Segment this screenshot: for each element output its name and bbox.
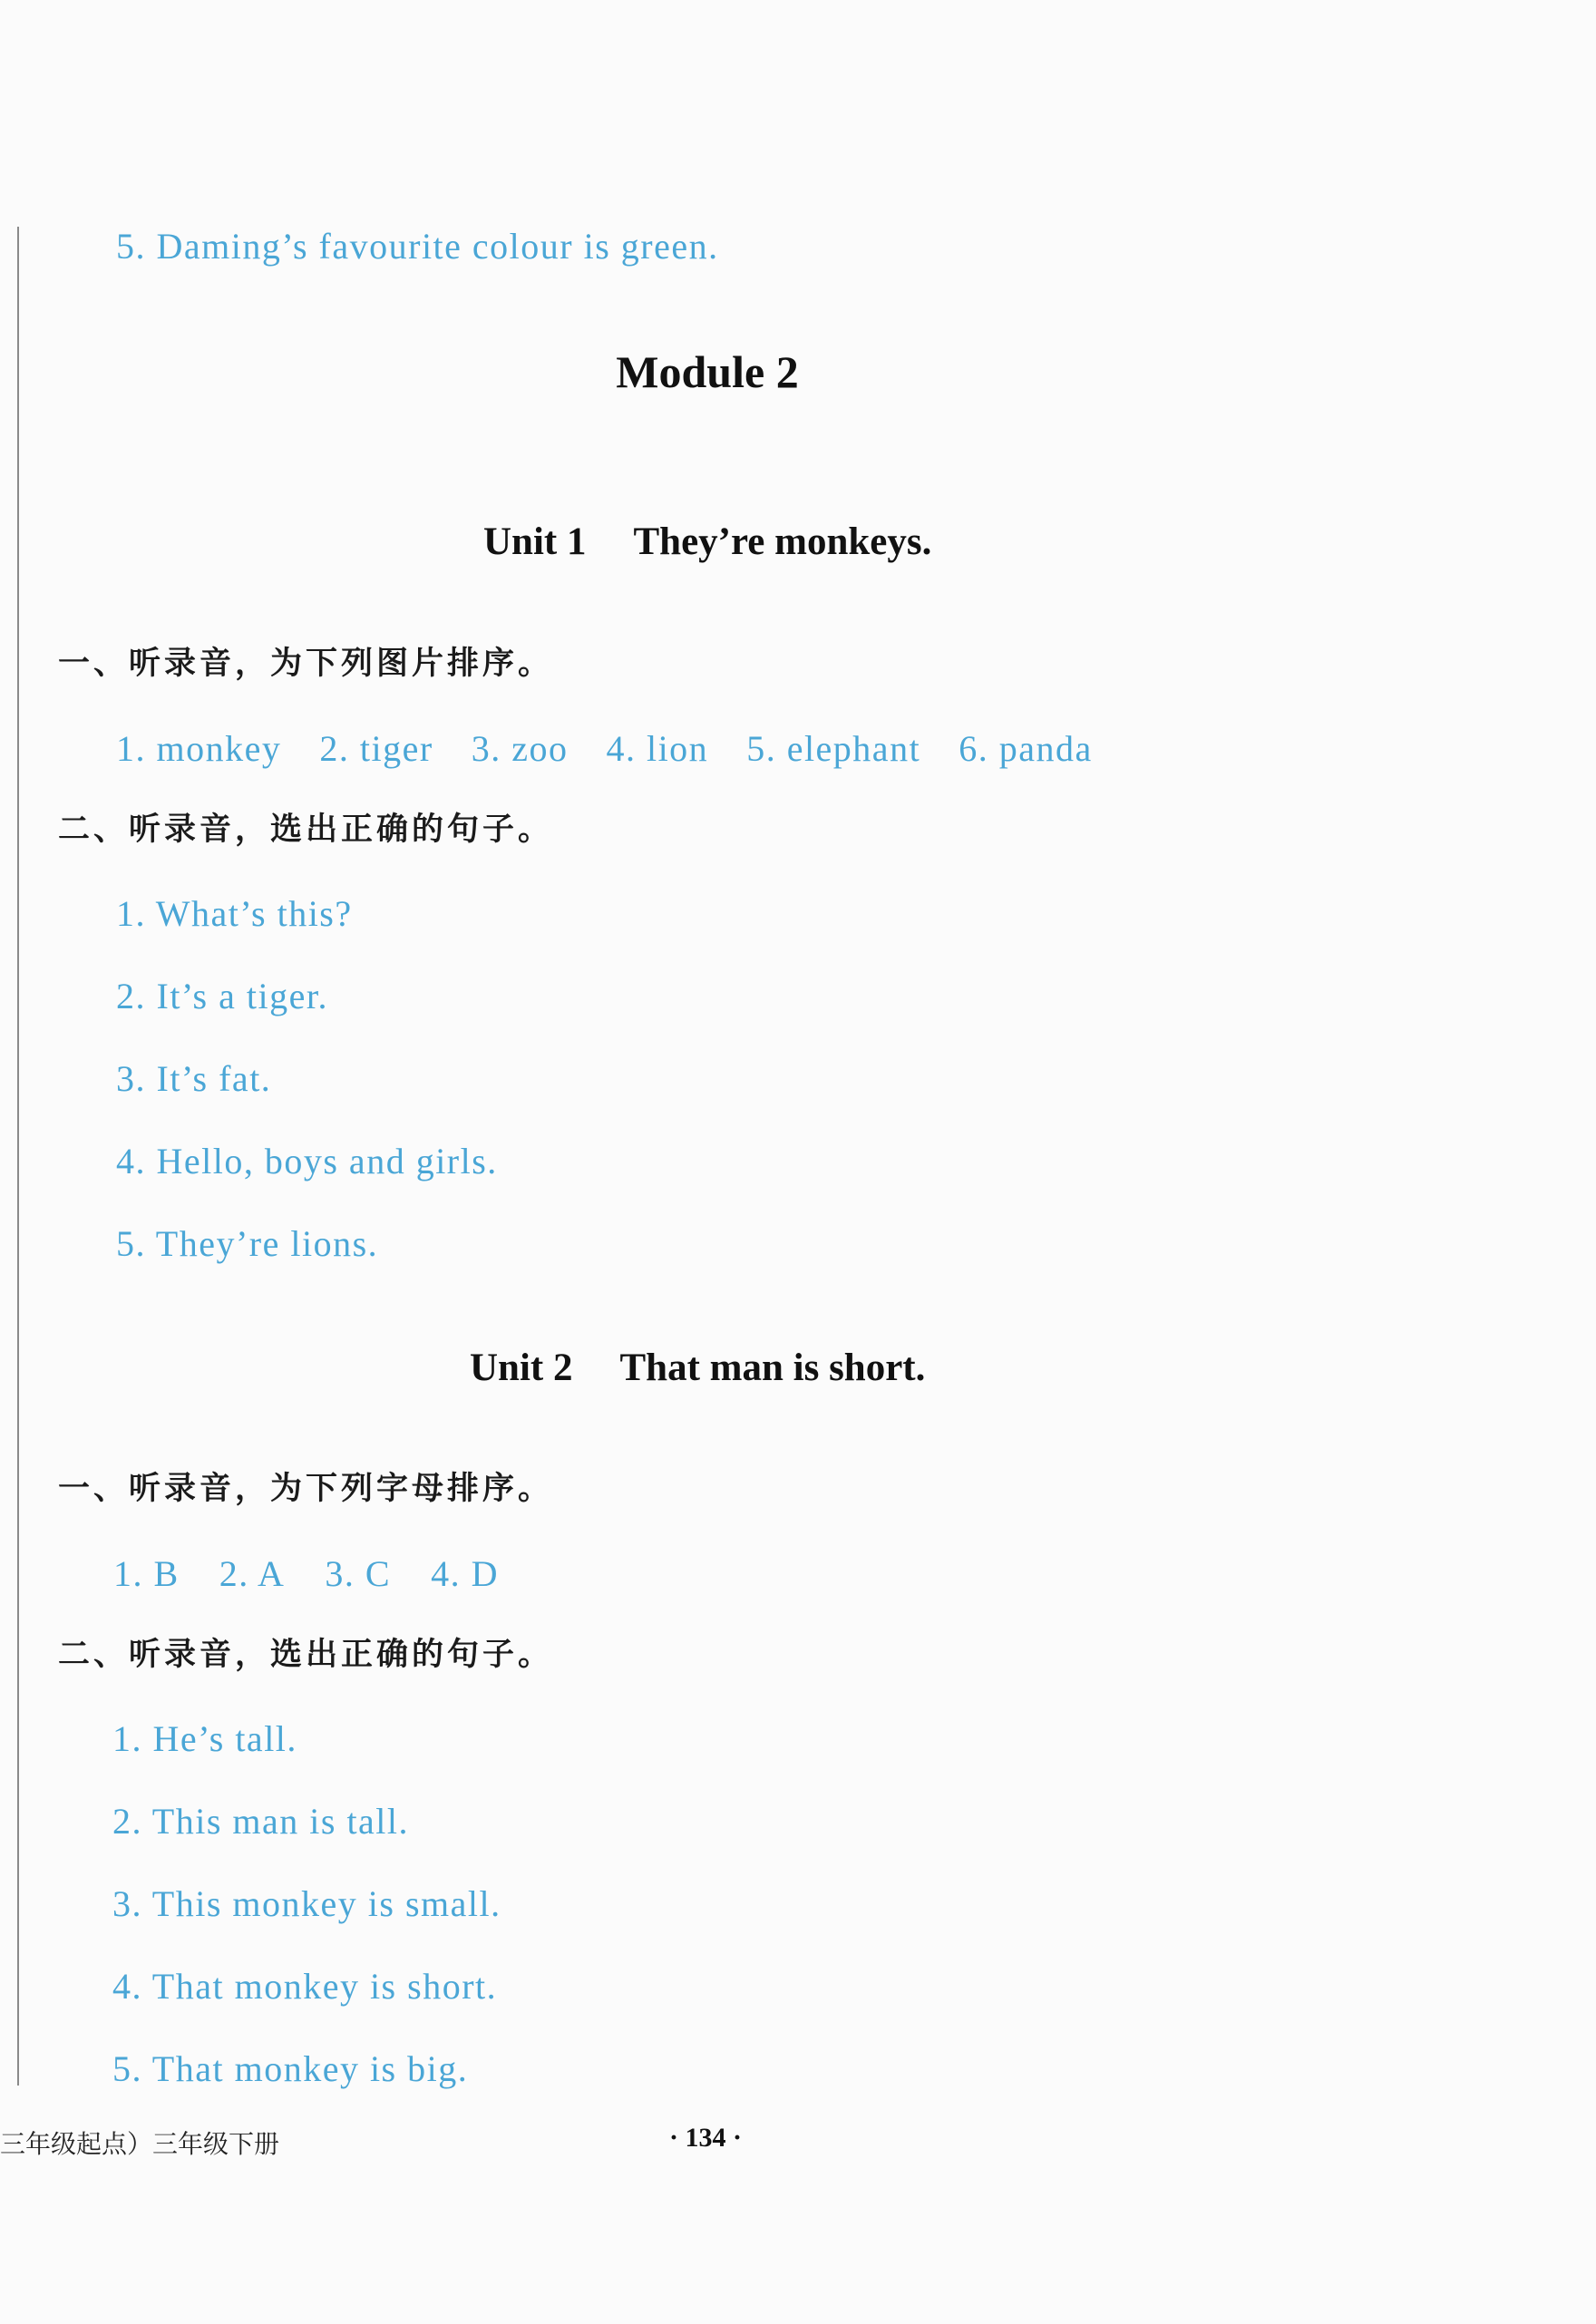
unit-title-text: They’re monkeys. bbox=[633, 520, 932, 563]
answer-line: 5. They’re lions. bbox=[116, 1223, 379, 1264]
section-heading: 二、听录音，选出正确的句子。 bbox=[58, 812, 554, 848]
module-title: Module 2 bbox=[616, 346, 799, 397]
answer-item: 1. monkey bbox=[116, 728, 282, 769]
answer-row bbox=[113, 1553, 499, 1594]
answer-line: 5. Daming’s favourite colour is green. bbox=[116, 226, 719, 267]
answer-item: 2. tiger bbox=[319, 728, 433, 769]
answer-item: 3. C bbox=[325, 1553, 392, 1594]
answer-item: 4. lion bbox=[606, 728, 709, 769]
answer-item: 2. A bbox=[219, 1553, 286, 1594]
answer-item: 1. B bbox=[113, 1553, 180, 1594]
unit-number: Unit 1 bbox=[483, 520, 587, 563]
margin-rule bbox=[17, 227, 19, 2086]
answer-item: 4. D bbox=[431, 1553, 499, 1594]
book-title-footer: 三年级起点）三年级下册 bbox=[0, 2129, 280, 2159]
answer-item: 3. zoo bbox=[471, 728, 569, 769]
section-heading: 一、听录音，为下列字母排序。 bbox=[58, 1471, 554, 1507]
answer-line: 1. What’s this? bbox=[116, 893, 353, 934]
unit-number: Unit 2 bbox=[470, 1347, 573, 1389]
section-heading: 二、听录音，选出正确的句子。 bbox=[58, 1637, 554, 1673]
answer-row bbox=[116, 728, 1093, 769]
answer-line: 2. It’s a tiger. bbox=[116, 976, 328, 1016]
answer-line: 2. This man is tall. bbox=[112, 1801, 410, 1842]
answer-line: 5. That monkey is big. bbox=[112, 2048, 469, 2089]
answer-item: 5. elephant bbox=[746, 728, 921, 769]
unit-2-title bbox=[470, 1348, 925, 1387]
answer-line: 3. This monkey is small. bbox=[112, 1883, 501, 1924]
answer-line: 4. That monkey is short. bbox=[112, 1966, 498, 2007]
page-number: · 134 · bbox=[669, 2123, 743, 2153]
unit-title-text: That man is short. bbox=[619, 1347, 926, 1389]
answer-line: 1. He’s tall. bbox=[112, 1718, 297, 1759]
section-heading: 一、听录音，为下列图片排序。 bbox=[58, 646, 554, 682]
answer-line: 3. It’s fat. bbox=[116, 1058, 272, 1099]
answer-item: 6. panda bbox=[959, 728, 1093, 769]
unit-1-title bbox=[483, 522, 931, 561]
answer-line: 4. Hello, boys and girls. bbox=[116, 1141, 498, 1181]
